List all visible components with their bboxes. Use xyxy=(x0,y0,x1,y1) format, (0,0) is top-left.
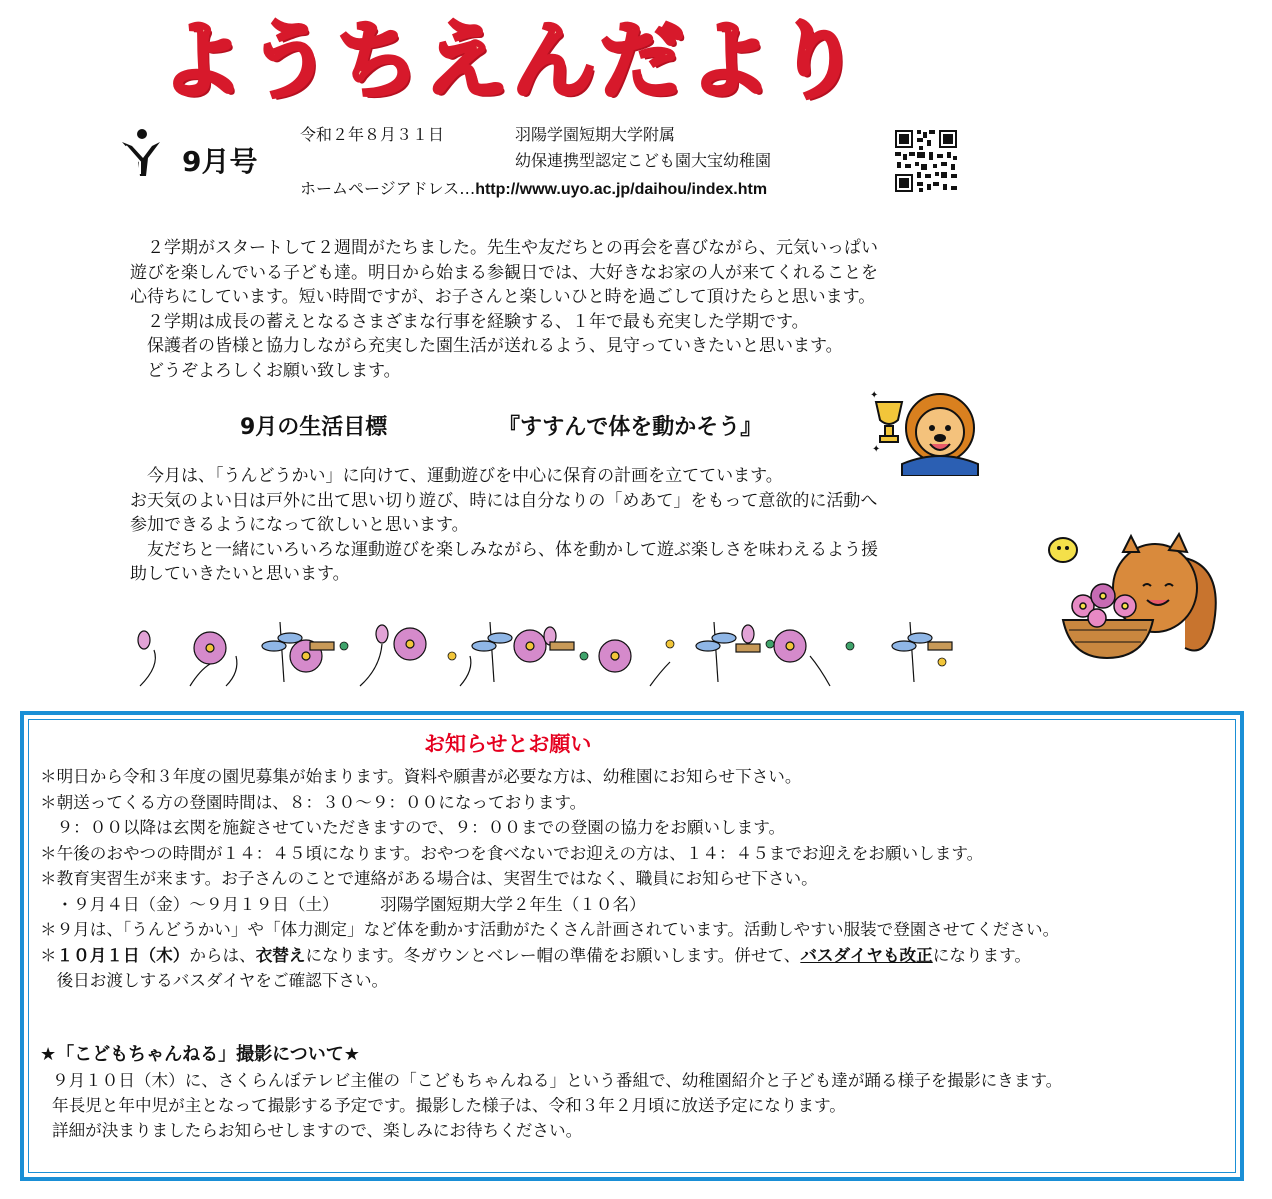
channel-section-title: ★「こどもちゃんねる」撮影について★ xyxy=(40,1044,360,1065)
squirrel-flower-basket-illustration xyxy=(1035,528,1225,676)
channel-line: ９月１０日（木）に、さくらんぼテレビ主催の「こどもちゃんねる」という番組で、幼稚園紹介と子ども達が踊る様子を撮影にきます。 xyxy=(52,1071,1063,1090)
intro-line: 心待ちにしています。短い時間ですが、お子さんと楽しいひと時を過ごして頂けたらと思います。 xyxy=(130,287,876,307)
notice-text: になります。 xyxy=(932,945,1031,965)
intro-line: 遊びを楽しんでいる子ども達。明日から始まる参観日では、大好きなお家の人が来てくれることを xyxy=(130,262,878,283)
org-line-1: 羽陽学園短期大学附属 xyxy=(515,125,676,144)
intro-line: 保護者の皆様と協力しながら充実した園生活が送れるよう、見守っていきたいと思います。 xyxy=(147,336,843,356)
channel-line: 詳細が決まりましたらお知らせしますので、楽しみにお待ちください。 xyxy=(52,1121,583,1140)
monthly-line: 助していきたいと思います。 xyxy=(130,564,350,584)
monthly-line: 参加できるようになって欲しいと思います。 xyxy=(130,515,469,535)
notice-item: 後日お渡しするバスダイヤをご確認下さい。 xyxy=(40,971,389,990)
notice-koromogae-highlight: 衣替え xyxy=(255,945,306,965)
monthly-line: 今月は、「うんどうかい」に向けて、運動遊びを中心に保育の計画を立てています。 xyxy=(147,466,783,486)
notice-item: ＊教育実習生が来ます。お子さんのことで連絡がある場合は、実習生ではなく、職員にお知らせ下さい。 xyxy=(40,869,818,888)
lion-trophy-illustration xyxy=(868,386,988,476)
intro-line: ２学期がスタートして２週間がたちました。先生や友だちとの再会を喜びながら、元気いっぱい xyxy=(147,238,878,258)
cosmos-dragonfly-border xyxy=(130,616,960,690)
monthly-paragraph xyxy=(130,464,1000,587)
issue-label: 9月号 xyxy=(182,145,258,178)
org-line-2: 幼保連携型認定こども園大宝幼稚園 xyxy=(515,151,772,170)
homepage-line xyxy=(300,176,767,203)
intro-line: どうぞよろしくお願い致します。 xyxy=(147,360,401,381)
issue-date: 令和２年８月３１日 xyxy=(300,125,445,144)
qr-code-icon[interactable] xyxy=(893,128,959,194)
notice-bus-highlight: バスダイヤも改正 xyxy=(800,945,933,965)
notice-date-highlight: １０月１日（木） xyxy=(56,945,190,965)
intro-line: ２学期は成長の蓄えとなるさまざまな行事を経験する、１年で最も充実した学期です。 xyxy=(147,311,809,332)
notice-text: からは、 xyxy=(189,945,256,965)
notice-title: お知らせとお願い xyxy=(424,732,592,756)
goal-text: 『すすんで体を動かそう』 xyxy=(498,415,763,440)
notice-list xyxy=(40,764,1240,994)
goal-heading: 9月の生活目標 xyxy=(240,415,388,440)
channel-line: 年長児と年中児が主となって撮影する予定です。撮影した様子は、令和３年２月頃に放送予定になります。 xyxy=(52,1096,846,1115)
newsletter-title: ようちえんだより xyxy=(160,12,865,110)
notice-item: ９：００以降は玄関を施錠させていただきますので、９：００までの登園の協力をお願いします。 xyxy=(40,818,786,837)
notice-text: になります。冬ガウンとベレー帽の準備をお願いします。併せて、 xyxy=(305,945,801,965)
homepage-label: ホームページアドレス… xyxy=(300,179,476,198)
monthly-line: お天気のよい日は戸外に出て思い切り遊び、時には自分なりの「めあて」をもって意欲的に活動へ xyxy=(130,490,878,511)
school-logo-icon xyxy=(118,128,164,178)
notice-item: ＊明日から令和３年度の園児募集が始まります。資料や願書が必要な方は、幼稚園にお知らせ下さい。 xyxy=(40,767,802,786)
notice-item: ＊朝送ってくる方の登園時間は、８：３０～９：００になっております。 xyxy=(40,792,587,812)
homepage-url[interactable]: http://www.uyo.ac.jp/daihou/index.htm xyxy=(475,181,768,198)
notice-item-uniform-change xyxy=(40,943,1240,969)
notice-bullet: ＊ xyxy=(40,945,57,965)
notice-item: ＊９月は、「うんどうかい」や「体力測定」など体を動かす活動がたくさん計画されています。活動しやすい服装で登園させてください。 xyxy=(40,920,1060,939)
notice-item: ＊午後のおやつの時間が１４：４５頃になります。おやつを食べないでお迎えの方は、１４：４５までお迎えをお願いします。 xyxy=(40,843,984,863)
channel-section-body xyxy=(52,1068,1232,1143)
svg-text:✦: ✦ xyxy=(870,390,879,401)
monthly-line: 友だちと一緒にいろいろな運動遊びを楽しみながら、体を動かして遊ぶ楽しさを味わえるよう援 xyxy=(147,539,878,560)
svg-text:✦: ✦ xyxy=(872,444,881,455)
intro-paragraph xyxy=(130,236,1000,383)
notice-item: ・９月４日（金）～９月１９日（土） 羽陽学園短期大学２年生（１０名） xyxy=(40,894,646,914)
